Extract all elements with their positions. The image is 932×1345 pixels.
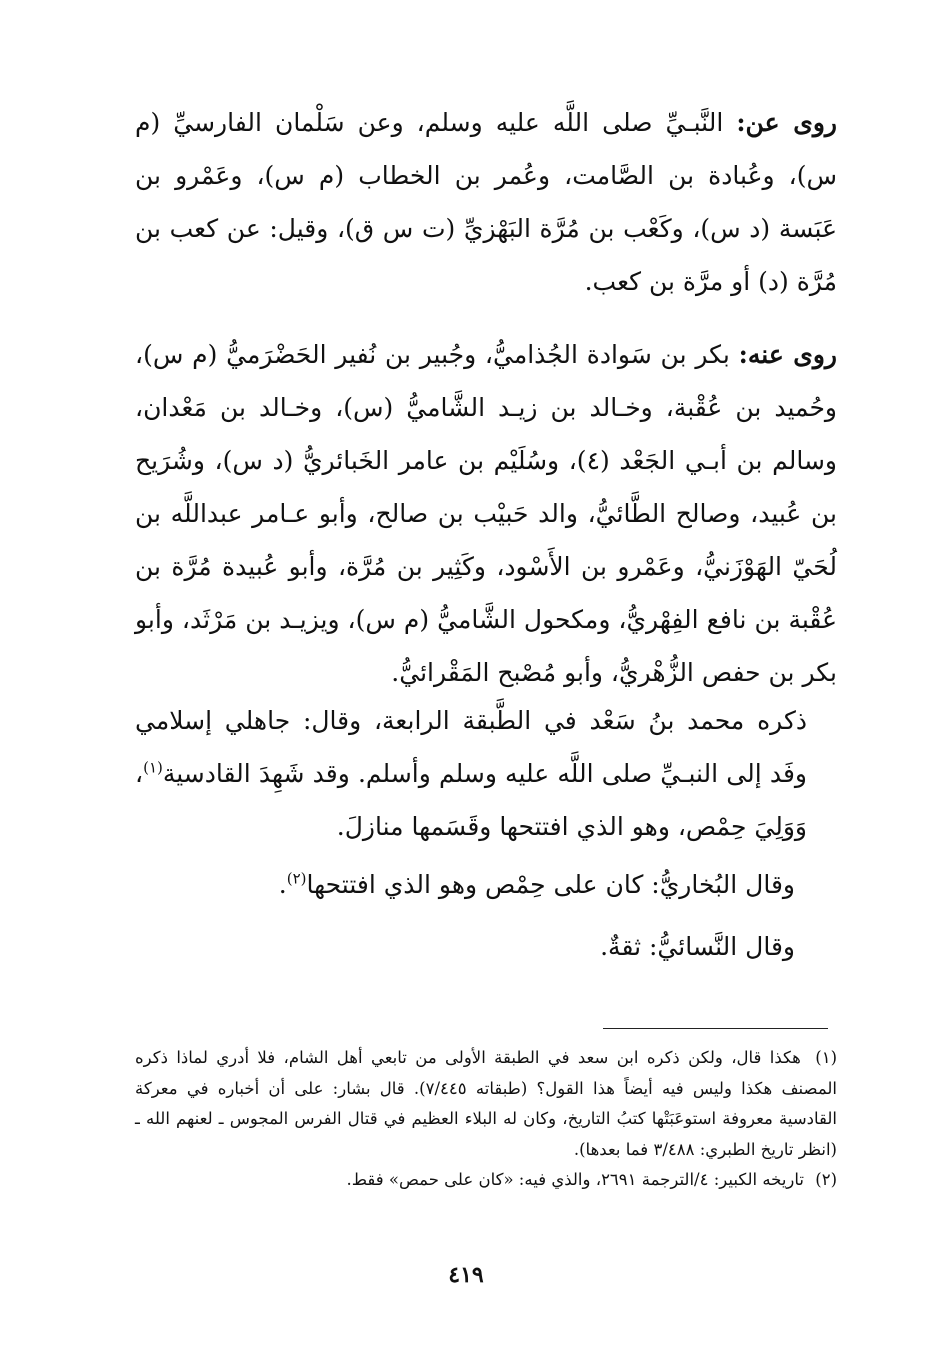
page-number: ٤١٩ — [448, 1262, 484, 1288]
footnote-1-text: هكذا قال، ولكن ذكره ابن سعد في الطبقة الأولى من تابعي أهل الشام، فلا أدري لماذا ذكره المصنف هكذا وليس فيه أيضاً هذا القول؟ (طبقاته ٧/٤٤٥). قال بشار: على أن أخباره في معركة القادسية معروفة استوعَبَتْها كتبُ التاريخ، وكان له البلاء العظيم في قتال الفرس المجوس ـ لعنهم الله ـ (انظر تاريخ الطبري: ٣/٤٨٨ فما بعدها). — [135, 1048, 837, 1159]
narrated-from-text: النَّبـيِّ صلى اللَّه عليه وسلم، وعن سَلْمان الفارسيِّ (م س)، وعُبادة بن الصَّامت، وعُمر بن الخطاب (م س)، وعَمْرو بن عَبَسة (د س)، وكَعْب بن مُرَّة البَهْزيِّ (ت س ق)، وقيل: عن كعب بن مُرَّة (د) أو مرَّة بن كعب. — [135, 108, 837, 296]
footnotes-block — [135, 1043, 837, 1196]
narrated-by-text: بكر بن سَوادة الجُذاميُّ، وجُبير بن نُفير الحَضْرَميُّ (م س)، وحُميد بن عُقْبة، وخـالد بن زيـد الشَّاميُّ (س)، وخـالد بن مَعْدان، وسالم بن أبـي الجَعْد (٤)، وسُلَيْم بن عامر الخَبائريُّ (د س)، وشُرَيح بن عُبيد، وصالح الطَّائيُّ، والد حَبيْب بن صالح، وأبو عـامر عبداللَّه بن لُحَيّ الهَوْزَنيُّ، وعَمْرو بن الأَسْود، وكَثِير بن مُرَّة، وأبو عُبيدة مُرَّة بن عُقْبة بن نافع الفِهْريُّ، ومكحول الشَّاميُّ (م س)، ويزيـد بن مَرْثَد، وأبو بكر بن حفص الزُّهْريُّ، وأبو مُصْبح المَقْرائيُّ. — [135, 340, 837, 687]
narrated-from-label: روى عن: — [736, 108, 837, 137]
footnote-2-text: تاريخه الكبير: ٤/الترجمة ٢٦٩١، والذي فيه: «كان على حمص» فقط. — [346, 1170, 804, 1189]
footnote-1 — [135, 1043, 837, 1165]
bukhari-text-after-note: . — [278, 870, 287, 899]
narrated-by-paragraph — [135, 328, 837, 699]
footnote-marker-1: (١) — [143, 758, 163, 777]
narrated-from-paragraph — [135, 96, 837, 308]
footnote-2-number: (٢) — [815, 1170, 837, 1189]
footnote-2 — [135, 1165, 837, 1196]
footnote-separator-rule — [603, 1028, 828, 1029]
nasai-text: وقال النَّسائيُّ: ثقةٌ. — [600, 932, 795, 961]
bukhari-text-before-note: وقال البُخاريُّ: كان على حِمْص وهو الذي افتتحها — [306, 870, 795, 899]
nasai-paragraph — [135, 920, 837, 973]
narrated-by-label: روى عنه: — [738, 340, 838, 369]
ibn-saad-text-before-note: ذكره محمد بنُ سَعْد في الطَّبقة الرابعة، وقال: جاهلي إسلامي وفَد إلى النبـيِّ صلى اللَّه عليه وسلم وأسلم. وقد شَهِدَ القادسية — [135, 706, 807, 788]
ibn-saad-text-after-note: ، وَوَلِيَ حِمْص، وهو الذي افتتحها وقَسَمها منازلَ. — [135, 759, 807, 841]
footnote-1-number: (١) — [815, 1048, 837, 1067]
ibn-saad-paragraph — [135, 694, 837, 853]
footnote-marker-2: (٢) — [286, 869, 307, 888]
bukhari-paragraph — [135, 858, 837, 911]
